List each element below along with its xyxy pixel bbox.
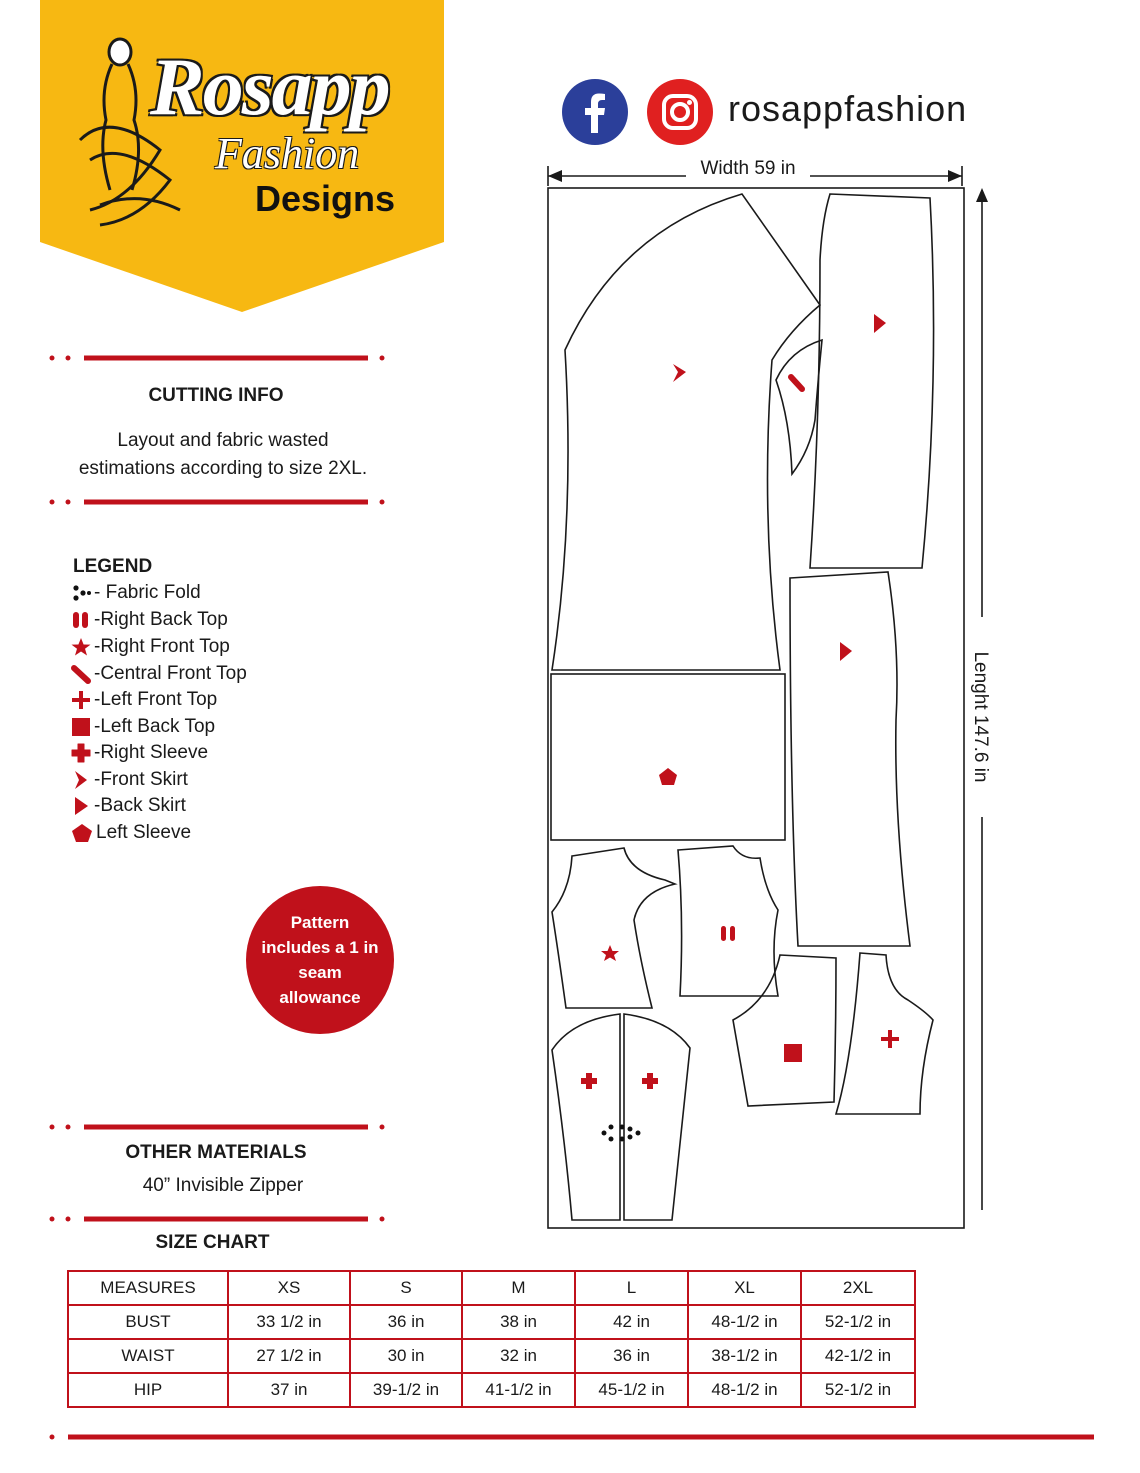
table-cell: HIP	[68, 1373, 228, 1407]
bottom-divider	[48, 1430, 1098, 1444]
legend-label: -Right Front Top	[94, 636, 230, 657]
section-divider	[48, 1120, 388, 1134]
legend-title: LEGEND	[73, 556, 153, 577]
table-cell: 48-1/2 in	[688, 1305, 801, 1339]
facebook-icon[interactable]	[562, 79, 628, 145]
legend-label: -Back Skirt	[94, 795, 186, 816]
table-header: XL	[688, 1271, 801, 1305]
legend-item-fabric-fold	[70, 580, 201, 606]
pentagon-icon	[70, 823, 94, 843]
social-handle[interactable]: rosappfashion	[728, 88, 968, 129]
marker-central-front	[791, 377, 802, 389]
table-cell: 45-1/2 in	[575, 1373, 688, 1407]
table-cell: 38 in	[462, 1305, 575, 1339]
legend-label: -Left Back Top	[94, 716, 216, 737]
cutting-info-line1: Layout and fabric wasted	[117, 430, 329, 451]
legend-label: -Front Skirt	[94, 769, 188, 790]
pattern-piece-right-front-top	[552, 848, 675, 1008]
seam-allowance-text: Pattern includes a 1 in seam allowance	[261, 913, 379, 1007]
double-bar-icon	[70, 610, 92, 630]
instagram-icon[interactable]	[647, 79, 713, 145]
size-chart-table	[67, 1270, 916, 1408]
table-cell: 52-1/2 in	[801, 1305, 915, 1339]
pattern-piece-right-back-top	[678, 846, 778, 996]
cutting-info-title: CUTTING INFO	[148, 385, 284, 406]
table-row	[68, 1373, 915, 1407]
table-header: S	[350, 1271, 462, 1305]
pattern-piece-front-skirt	[552, 194, 820, 670]
table-row	[68, 1305, 915, 1339]
table-cell: WAIST	[68, 1339, 228, 1373]
table-header: XS	[228, 1271, 350, 1305]
table-cell: 42-1/2 in	[801, 1339, 915, 1373]
other-materials-text: 40” Invisible Zipper	[142, 1175, 304, 1196]
legend-item-left-sleeve	[70, 820, 191, 846]
table-cell: 37 in	[228, 1373, 350, 1407]
pattern-piece-right-sleeve-a	[552, 1014, 620, 1220]
table-cell: 30 in	[350, 1339, 462, 1373]
table-cell: 48-1/2 in	[688, 1373, 801, 1407]
square-icon	[70, 717, 92, 737]
marker-back-skirt	[840, 642, 852, 661]
fabric-fold-dots-icon	[70, 583, 92, 603]
table-cell: 36 in	[575, 1339, 688, 1373]
triangle-icon	[70, 796, 92, 816]
chevron-icon	[70, 770, 92, 790]
table-cell: 32 in	[462, 1339, 575, 1373]
table-cell: 52-1/2 in	[801, 1373, 915, 1407]
pattern-piece-central-front	[776, 340, 822, 474]
legend-item-right-front-top	[70, 634, 230, 660]
marker-left-front-top-h	[881, 1037, 899, 1041]
cutting-info-text	[48, 427, 398, 483]
legend-label: Left Sleeve	[96, 822, 192, 843]
legend-item-left-back-top	[70, 714, 215, 740]
table-header: MEASURES	[68, 1271, 228, 1305]
marker-fabric-fold	[602, 1125, 641, 1142]
marker-right-back-top-a	[721, 926, 726, 941]
star-icon	[70, 637, 92, 657]
plus-icon	[70, 690, 92, 710]
brand-script-name: Rosapp	[150, 41, 389, 132]
brand-script-sub: Fashion	[215, 129, 360, 178]
marker-left-back-top	[784, 1044, 802, 1062]
marker-right-sleeve-b	[642, 1073, 658, 1089]
size-chart-title: SIZE CHART	[155, 1232, 270, 1253]
legend-item-front-skirt	[70, 767, 188, 793]
table-cell: 41-1/2 in	[462, 1373, 575, 1407]
legend-label: -Central Front Top	[94, 663, 247, 684]
section-divider	[48, 495, 388, 509]
legend-item-left-front-top	[70, 687, 217, 713]
marker-right-sleeve-a	[581, 1073, 597, 1089]
marker-right-front-top	[601, 945, 619, 961]
section-divider	[48, 1212, 388, 1226]
marker-right-back-top-b	[730, 926, 735, 941]
table-header: M	[462, 1271, 575, 1305]
fabric-outline	[548, 188, 964, 1228]
table-cell: 36 in	[350, 1305, 462, 1339]
slash-icon	[70, 664, 92, 684]
marker-left-sleeve	[659, 768, 677, 785]
other-materials-title: OTHER MATERIALS	[125, 1142, 307, 1163]
table-header-row	[68, 1271, 915, 1305]
seam-allowance-badge	[246, 886, 394, 1034]
pattern-piece-right-sleeve-b	[624, 1014, 690, 1220]
pattern-piece-back-skirt-top	[810, 194, 934, 568]
legend-item-right-back-top	[70, 607, 228, 633]
table-cell: 27 1/2 in	[228, 1339, 350, 1373]
legend-label: - Fabric Fold	[94, 582, 201, 603]
table-cell: BUST	[68, 1305, 228, 1339]
pattern-piece-left-sleeve	[551, 674, 785, 840]
pattern-piece-left-front-top	[836, 953, 933, 1114]
table-cell: 42 in	[575, 1305, 688, 1339]
pattern-piece-left-back-top	[733, 955, 836, 1106]
legend-item-right-sleeve	[70, 740, 208, 766]
legend-label: -Left Front Top	[94, 689, 218, 710]
legend-item-back-skirt	[70, 793, 186, 819]
cutting-layout-diagram	[540, 160, 1010, 1235]
width-label: Width 59 in	[686, 158, 810, 180]
table-cell: 38-1/2 in	[688, 1339, 801, 1373]
table-cell: 39-1/2 in	[350, 1373, 462, 1407]
marker-front-skirt	[673, 364, 686, 382]
cross-icon	[70, 743, 92, 763]
length-label: Lenght 147.6 in	[969, 617, 991, 817]
brand-designs: Designs	[255, 178, 396, 219]
pattern-piece-back-skirt	[790, 572, 910, 946]
legend-item-central-front-top	[70, 661, 247, 687]
table-row	[68, 1339, 915, 1373]
marker-back-skirt-top	[874, 314, 886, 333]
legend-label: -Right Sleeve	[94, 742, 209, 763]
section-divider	[48, 351, 388, 365]
table-header: L	[575, 1271, 688, 1305]
table-cell: 33 1/2 in	[228, 1305, 350, 1339]
table-header: 2XL	[801, 1271, 915, 1305]
cutting-info-line2: estimations according to size 2XL.	[78, 458, 368, 479]
legend-label: -Right Back Top	[94, 609, 228, 630]
